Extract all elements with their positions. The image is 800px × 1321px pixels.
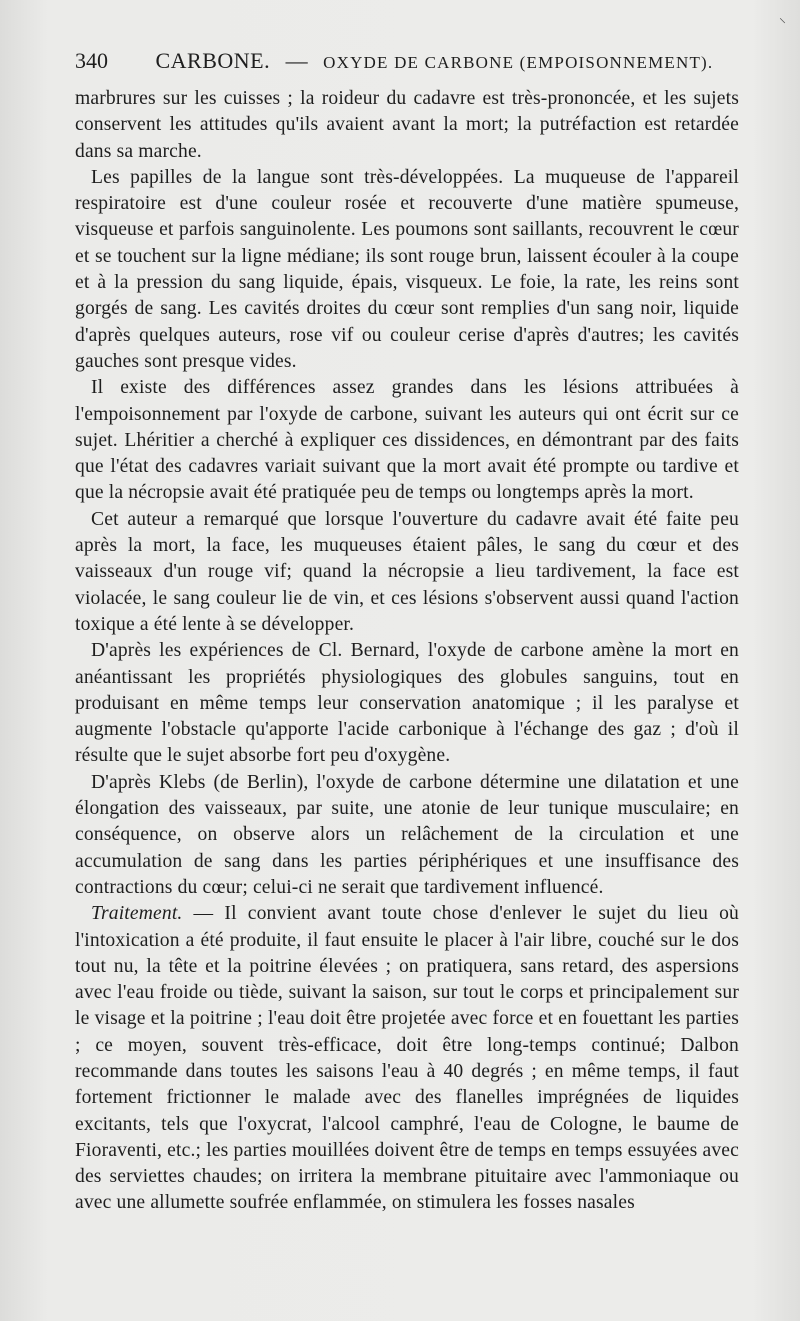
corner-mark: ⸌ xyxy=(779,16,786,32)
paragraph-papilles: Les papilles de la langue sont très-développées. La muqueuse de l'appareil respiratoire est d'une couleur rosée et recouverte d'une matière spumeuse, visqueuse et parfois sanguinolente. Les poumons sont saillants, recouvrent le cœur et se touchent sur la ligne médiane; ils sont rouge brun, laissent écouler à la coupe et à la pression du sang liquide, épais, visqueux. Le foie, la rate, les reins sont gorgés de sang. Les cavités droites du cœur sont remplies d'un sang noir, liquide d'après quelques auteurs, rose vif ou couleur cerise d'après d'autres; les cavités gauches sont presque vides. xyxy=(75,166,739,372)
running-header xyxy=(75,48,735,78)
paragraph-differences: Il existe des différences assez grandes dans les lésions attribuées à l'empoisonnement par l'oxyde de carbone, suivant les auteurs qui ont écrit sur ce sujet. Lhéritier a cherché à expliquer ces dissidences, en démontrant par des faits que l'état des cadavres variait suivant que la mort avait été prompte ou tardive et que la nécropsie avait été pratiquée peu de temps ou longtemps après la mort. xyxy=(75,377,739,504)
running-title: CARBONE. xyxy=(155,48,271,73)
paragraph-bernard: D'après les expériences de Cl. Bernard, l'oxyde de carbone amène la mort en anéantissant les propriétés physiologiques des globules sanguins, tout en produisant en même temps leur conservation anatomique ; il les paralyse et augmente l'obstacle qu'apporte l'acide carbonique à l'échange des gaz ; d'où il résulte que le sujet absorbe fort peu d'oxygène. xyxy=(75,640,739,767)
traitement-text: — Il convient avant toute chose d'enlever le sujet du lieu où l'intoxication a été produite, il faut ensuite le placer à l'air libre, couché sur le dos tout nu, la tête et la poitrine élevées ; on pratiquera, sans retard, des aspersions avec l'eau froide ou tiède, suivant la saison, sur tout le corps et principalement sur le visage et la poitrine ; l'eau doit être projetée avec force et en fouettant les parties ; ce moyen, souvent très-efficace, doit être long-temps continué; Dalbon recommande dans toutes les saisons l'eau à 40 degrés ; en même temps, il faut fortement frictionner le malade avec des flanelles imprégnées de liquides excitants, tels que l'oxycrat, l'alcool camphré, l'eau de Cologne, le baume de Fioraventi, etc.; les parties mouillées doivent être de temps en temps essuyées avec des serviettes chaudes; on irritera la membrane pituitaire avec l'ammoniaque ou avec une allumette soufrée enflammée, on stimulera les fosses nasales xyxy=(75,903,739,1214)
paragraph-lheritier: Cet auteur a remarqué que lorsque l'ouverture du cadavre avait été faite peu après la mort, la face, les muqueuses étaient pâles, le sang du cœur et des vaisseaux d'un rouge vif; quand la nécropsie a lieu tardivement, la face est violacée, le sang couleur lie de vin, et ces lésions s'observent aussi quand l'action toxique a été lente à se développer. xyxy=(75,508,739,635)
paragraph-klebs: D'après Klebs (de Berlin), l'oxyde de carbone détermine une dilatation et une élongation des vaisseaux, par suite, une atonie de leur tunique musculaire; en conséquence, on observe alors un relâchement de la circulation et une accumulation de sang dans les parties périphériques et une insuffisance des contractions du cœur; celui-ci ne serait que tardivement influencé. xyxy=(75,771,739,898)
paragraph-continuation: marbrures sur les cuisses ; la roideur du cadavre est très-prononcée, et les sujets conservent les attitudes qu'ils avaient avant la mort; la putréfaction est retardée dans sa marche. xyxy=(75,88,739,162)
header-separator: — xyxy=(285,48,308,73)
body-text xyxy=(75,86,739,1217)
section-lead-traitement: Traitement. xyxy=(91,903,183,925)
page-number: 340 xyxy=(75,48,108,73)
header-subtitle: OXYDE DE CARBONE (EMPOISONNEMENT). xyxy=(323,53,714,72)
paragraph-traitement xyxy=(75,901,739,1217)
